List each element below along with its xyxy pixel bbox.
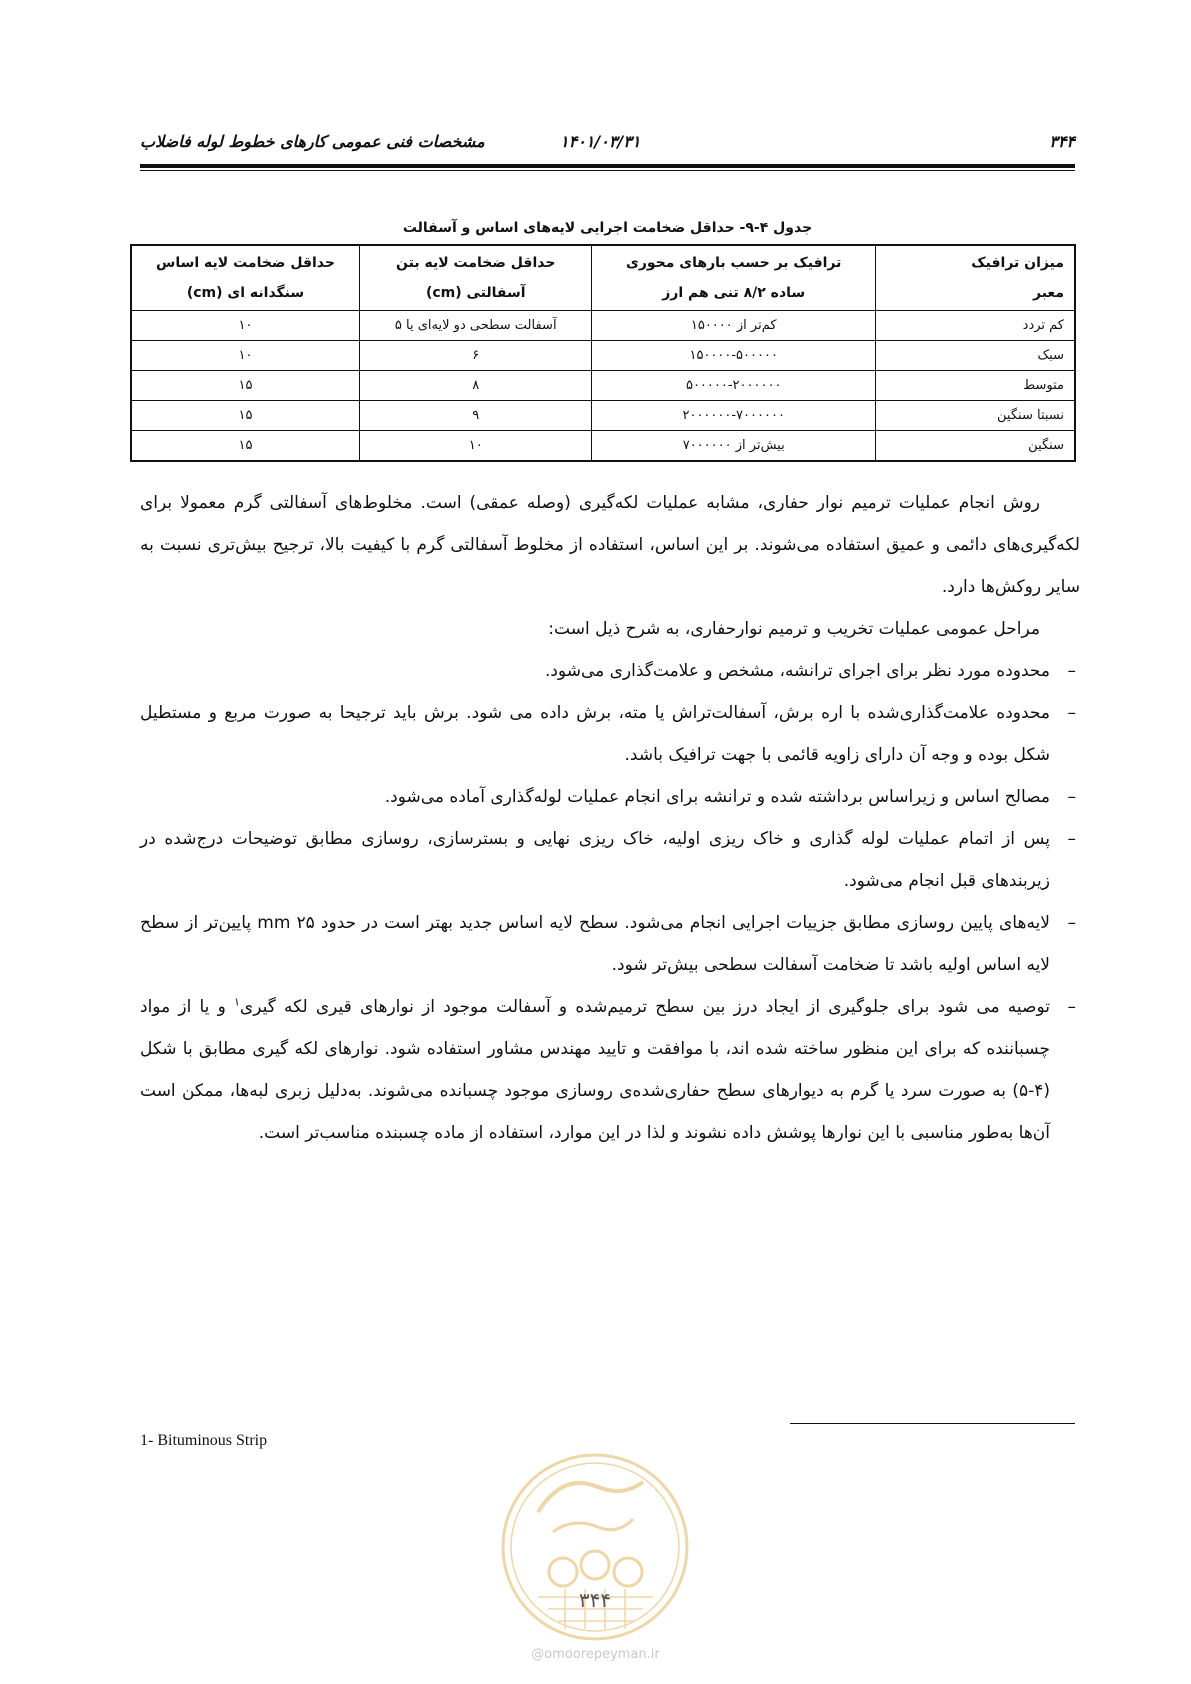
dash-bullet: – (1067, 787, 1076, 807)
watermark-script-mark (538, 1482, 643, 1512)
list-item (140, 776, 1080, 818)
table-row (131, 341, 1075, 371)
page-number: ۳۴۴ (1049, 132, 1075, 151)
header-rule-thick (140, 164, 1075, 168)
header-cell: حداقل ضخامت لایه اساس سنگدانه ای (cm) (131, 245, 360, 311)
table-cell: آسفالت سطحی دو لایه‌ای یا ۵ (360, 311, 592, 341)
steps-title: مراحل عمومی عملیات تخریب و ترمیم نوارحفاری، به شرح ذیل است: (548, 619, 1040, 639)
watermark-gear-icon (614, 1558, 642, 1586)
table-cell: کم‌تر از ۱۵۰۰۰۰ (592, 311, 875, 341)
list-item-text: محدوده علامت‌گذاری‌شده با اره برش، آسفالت‌تراش یا مته، برش داده می شود. برش باید ترجیحا به صورت مربع و مستطیل شکل بوده و وجه آن دارای زاویه قائمی با جهت ترافیک باشد. (140, 703, 1050, 765)
footnote-reference: ۱ (233, 995, 240, 1009)
table-cell: نسبتا سنگین (875, 401, 1075, 431)
table-cell: ۸ (360, 371, 592, 401)
list-item (140, 902, 1080, 986)
header-cell: حداقل ضخامت لایه بتن آسفالتی (cm) (360, 245, 592, 311)
document-title: مشخصات فنی عمومی کارهای خطوط لوله فاضلاب (140, 132, 485, 151)
list-item (140, 692, 1080, 776)
table-row (131, 311, 1075, 341)
list-item-text: محدوده مورد نظر برای اجرای ترانشه، مشخص و علامت‌گذاری می‌شود. (544, 661, 1050, 681)
header-cell: میزان ترافیک معبر (875, 245, 1075, 311)
thickness-table (130, 244, 1076, 462)
table-header-row (131, 245, 1075, 311)
table-cell: ۱۰ (360, 431, 592, 462)
table-cell: ۱۵ (131, 401, 360, 431)
table-cell: ۱۵ (131, 371, 360, 401)
watermark-people-icon (581, 1551, 609, 1579)
watermark-site: @omoorepeyman.ir (531, 1647, 660, 1662)
table-cell: ۱۰ (131, 341, 360, 371)
list-item (140, 650, 1080, 692)
steps-list (140, 650, 1080, 1154)
table-row (131, 401, 1075, 431)
page-header (140, 128, 1075, 168)
list-item-text: لایه‌های پایین روسازی مطابق جزییات اجرایی انجام می‌شود. سطح لایه اساس جدید بهتر است در حدود ۲۵ mm پایین‌تر از سطح لایه اساس اولیه باشد تا ضخامت آسفالت سطحی بیش‌تر شود. (140, 913, 1050, 975)
body-text (140, 482, 1080, 1154)
dash-bullet: – (1067, 913, 1076, 933)
intro-paragraph: روش انجام عملیات ترمیم نوار حفاری، مشابه عملیات لکه‌گیری (وصله عمقی) است. مخلوط‌های آسفالتی گرم معمولا برای لکه‌گیری‌های دائمی و عمیق استفاده می‌شوند. بر این اساس، استفاده از مخلوط آسفالتی گرم با کیفیت بالا، ترجیح بیش‌تری نسبت به سایر روکش‌ها دارد. (140, 493, 1080, 597)
watermark-script-mark-2 (553, 1519, 633, 1532)
dash-bullet: – (1067, 829, 1076, 849)
header-date: ۱۴۰۱/۰۳/۳۱ (560, 132, 641, 151)
table-cell: ۹ (360, 401, 592, 431)
header-cell: ترافیک بر حسب بارهای محوری ساده ۸/۲ تنی هم ارز (592, 245, 875, 311)
table-cell: متوسط (875, 371, 1075, 401)
table-cell: ۶ (360, 341, 592, 371)
dash-bullet: – (1067, 661, 1076, 681)
watermark-page-number: ۳۴۴ (578, 1588, 612, 1612)
table-cell: ۲۰۰۰۰۰۰-۷۰۰۰۰۰۰ (592, 401, 875, 431)
list-item-text: پس از اتمام عملیات لوله گذاری و خاک ریزی اولیه، خاک ریزی نهایی و بسترسازی، روسازی مطابق توضیحات درج‌شده در زیربندهای قبل انجام می‌شود. (140, 829, 1050, 891)
footnote: 1- Bituminous Strip (140, 1432, 268, 1449)
list-item-text: توصیه می شود برای جلوگیری از ایجاد درز بین سطح ترمیم‌شده و آسفالت موجود از نوارهای قیری لکه گیری (239, 997, 1051, 1017)
table-row (131, 431, 1075, 462)
header-rule-thin (140, 170, 1075, 171)
list-item-text: مصالح اساس و زیراساس برداشته شده و ترانشه برای انجام عملیات لوله‌گذاری آماده می‌شود. (384, 787, 1050, 807)
watermark-balance-icon (549, 1558, 577, 1586)
list-item-text: و یا از مواد چسباننده که برای این منظور ساخته شده اند، با موافقت و تایید مهندس مشاور استفاده شود. نوارهای لکه گیری مطابق با شکل (۴-۵) به صورت سرد یا گرم به دیوارهای سطح حفاری‌شده‌ی روسازی موجود چسبانده می‌شوند. به‌دلیل زبری لبه‌ها، ممکن است آن‌ها به‌طور مناسبی با این نوارها پوشش داده نشوند و لذا در این موارد، استفاده از ماده چسبنده مناسب‌تر است. (140, 997, 1050, 1143)
table-cell: ۱۵۰۰۰۰-۵۰۰۰۰۰ (592, 341, 875, 371)
list-item (140, 818, 1080, 902)
dash-bullet: – (1067, 997, 1076, 1017)
table-cell: ۵۰۰۰۰۰-۲۰۰۰۰۰۰ (592, 371, 875, 401)
table-cell: سنگین (875, 431, 1075, 462)
table-cell: بیش‌تر از ۷۰۰۰۰۰۰ (592, 431, 875, 462)
dash-bullet: – (1067, 703, 1076, 723)
table-cell: سبک (875, 341, 1075, 371)
table-cell: کم تردد (875, 311, 1075, 341)
list-item (140, 986, 1080, 1154)
table-caption: جدول ۴-۹- حداقل ضخامت اجرایی لایه‌های اساس و آسفالت (402, 220, 813, 236)
footnote-rule (790, 1423, 1075, 1424)
table-cell: ۱۵ (131, 431, 360, 462)
table-row (131, 371, 1075, 401)
watermark-logo (493, 1447, 698, 1647)
table-cell: ۱۰ (131, 311, 360, 341)
